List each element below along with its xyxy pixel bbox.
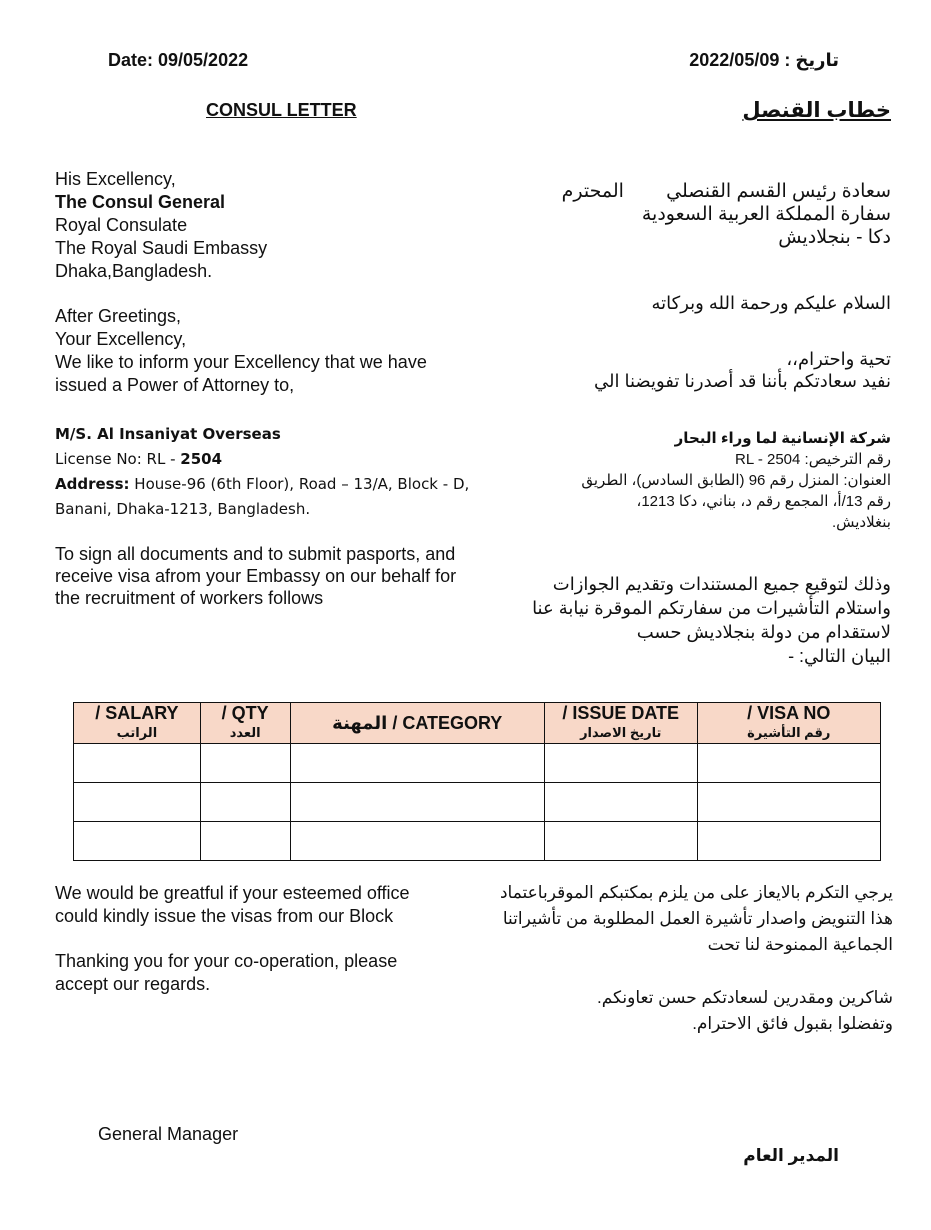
table-cell (697, 822, 880, 861)
column-header-en: / QTY (221, 703, 269, 723)
table-row (74, 822, 881, 861)
addressee-english (55, 168, 267, 283)
table-cell (290, 822, 544, 861)
address-label: Address: (55, 475, 130, 493)
greeting-line: Your Excellency, (55, 329, 187, 349)
license-line-arabic: رقم الترخيص: RL - 2504 (735, 451, 891, 468)
license-number: 2504 (180, 450, 223, 468)
column-header-en: المهنة / CATEGORY (332, 712, 503, 733)
column-header-ar: العدد (229, 725, 261, 740)
company-details-arabic (581, 428, 891, 533)
visa-table (73, 702, 881, 861)
company-name: M/S. Al Insaniyat Overseas (55, 425, 281, 443)
greeting-english (55, 305, 427, 397)
address-line (55, 472, 469, 497)
closing-line: We would be greatful if your esteemed office (55, 883, 410, 903)
thanks-line: شاكرين ومقدرين لسعادتكم حسن تعاونكم. (596, 988, 893, 1007)
closing-line: could kindly issue the visas from our Block (55, 906, 394, 926)
address-text: House-96 (6th Floor), Road – 13/A, Block - D, (129, 475, 470, 493)
table-cell (697, 783, 880, 822)
closing-line: هذا التنويض واصدار تأشيرة العمل المطلوبة من تأشيراتنا (502, 909, 893, 928)
license-line (55, 447, 469, 472)
date-arabic-label: تاريخ (795, 50, 839, 70)
greeting-line: We like to inform your Excellency that we have (55, 352, 427, 372)
column-header-ar: تاريخ الاصدار (580, 725, 662, 740)
purpose-line: واستلام التأشيرات من سفارتكم الموقرة نيابة عنا (532, 598, 891, 618)
thanks-line: Thanking you for your co-operation, please (55, 951, 398, 971)
column-header-category (290, 703, 544, 744)
address-line-arabic: بنغلاديش. (831, 514, 891, 531)
table-cell (74, 822, 201, 861)
greeting-arabic (594, 348, 891, 392)
table-cell (697, 744, 880, 783)
addressee-arabic (562, 180, 891, 249)
purpose-line: وذلك لتوقيع جميع المستندات وتقديم الجوازات (552, 574, 891, 594)
addressee-line: سفارة المملكة العربية السعودية (641, 204, 891, 225)
salutation-arabic: السلام عليكم ورحمة الله وبركاته (651, 293, 891, 313)
thanks-line: وتفضلوا بقبول فائق الاحترام. (692, 1014, 893, 1033)
column-header-issue-date (544, 703, 697, 744)
table-cell (200, 744, 290, 783)
table-cell (544, 822, 697, 861)
table-cell (290, 783, 544, 822)
purpose-line: receive visa afrom your Embassy on our behalf for (55, 566, 457, 586)
table-cell (74, 744, 201, 783)
table-cell (200, 783, 290, 822)
addressee-line: Dhaka,Bangladesh. (55, 261, 213, 281)
table-row (74, 783, 881, 822)
addressee-line: Royal Consulate (55, 215, 188, 235)
table-cell (74, 783, 201, 822)
purpose-line: the recruitment of workers follows (55, 588, 324, 608)
addressee-line: سعادة رئيس القسم القنصلي المحترم (561, 181, 891, 202)
company-details-english (55, 422, 469, 522)
closing-request-arabic (500, 880, 893, 958)
table-cell (544, 744, 697, 783)
column-header-visa-no (697, 703, 880, 744)
closing-thanks-arabic (597, 985, 893, 1037)
table-cell (200, 822, 290, 861)
column-header-en: / ISSUE DATE (562, 703, 680, 723)
addressee-line: The Royal Saudi Embassy (55, 238, 268, 258)
letter-title-arabic: خطاب القنصل (742, 99, 891, 122)
date-arabic-value: 2022/05/09 : (689, 50, 791, 70)
company-name-arabic: شركة الإنسانية لما وراء البحار (674, 430, 891, 447)
closing-line: يرجي التكرم بالايعاز على من يلزم بمكتبكم الموقرباعتماد (499, 883, 893, 902)
column-header-en: / VISA NO (747, 703, 831, 723)
purpose-line: To sign all documents and to submit pasports, and (55, 544, 456, 564)
signature-title-arabic: المدير العام (743, 1146, 839, 1165)
column-header-ar: الراتب (116, 725, 158, 740)
date-arabic (689, 50, 839, 71)
address-line-arabic: رقم 13/أ، المجمع رقم د، بناني، دكا 1213، (636, 493, 891, 510)
table-cell (544, 783, 697, 822)
address-line-2: Banani, Dhaka-1213, Bangladesh. (55, 500, 311, 518)
date-english: Date: 09/05/2022 (108, 50, 249, 70)
purpose-arabic (532, 572, 891, 668)
thanks-line: accept our regards. (55, 974, 211, 994)
addressee-line: His Excellency, (55, 169, 176, 189)
purpose-line: لاستقدام من دولة بنجلاديش حسب (636, 622, 891, 642)
table-header-row (74, 703, 881, 744)
column-header-salary (74, 703, 201, 744)
purpose-english (55, 543, 456, 609)
column-header-ar: رقم التأشيرة (747, 725, 831, 740)
greeting-line: نفيد سعادتكم بأننا قد أصدرنا تفويضنا الي (593, 371, 891, 391)
address-line-arabic: العنوان: المنزل رقم 96 (الطابق السادس)، الطريق (581, 472, 891, 489)
greeting-line: After Greetings, (55, 306, 182, 326)
addressee-line: دكا - بنجلاديش (778, 227, 891, 248)
closing-line: الجماعية الممنوحة لنا تحت (707, 935, 893, 954)
license-label: License No: RL - (55, 450, 181, 468)
addressee-line: The Consul General (55, 192, 226, 212)
closing-request-english (55, 882, 410, 928)
greeting-line: تحية واحترام،، (786, 349, 891, 369)
closing-thanks-english (55, 950, 397, 996)
table-cell (290, 744, 544, 783)
letter-title-english: CONSUL LETTER (206, 100, 357, 120)
signature-title-english: General Manager (98, 1124, 239, 1144)
purpose-line: البيان التالي: - (788, 646, 891, 666)
greeting-line: issued a Power of Attorney to, (55, 375, 295, 395)
table-row (74, 744, 881, 783)
column-header-qty (200, 703, 290, 744)
column-header-en: / SALARY (95, 703, 179, 723)
